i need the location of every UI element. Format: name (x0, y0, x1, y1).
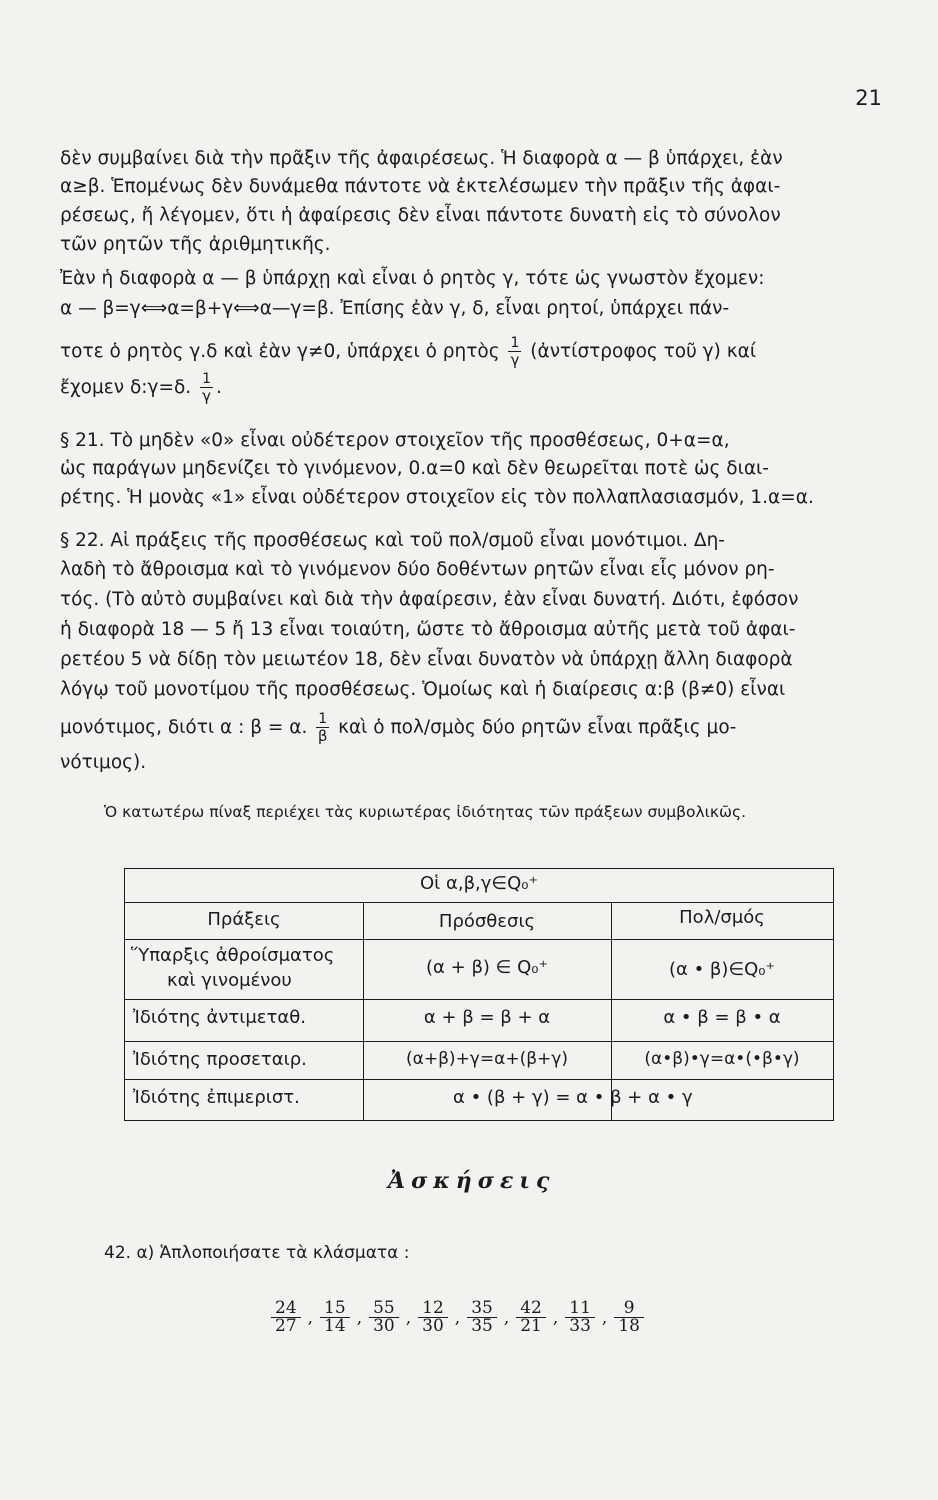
row-label: Ἰδιότης ἀντιμεταθ. (133, 1007, 306, 1028)
text-line: δὲν συμβαίνει διὰ τὴν πρᾶξιν τῆς ἀφαιρέσεως. Ἡ διαφορὰ α — β ὑπάρχει, ἐὰν (60, 148, 783, 169)
numerator: 1 (318, 711, 328, 727)
text-line (60, 336, 756, 368)
numerator: 1 (202, 371, 212, 387)
text-line: νότιμος). (60, 752, 147, 773)
cell-value: (α • β)∈Q₀⁺ (668, 959, 776, 980)
numerator: 11 (565, 1300, 595, 1318)
divider (125, 1041, 833, 1042)
row-label: Ἰδιότης προσεταιρ. (133, 1049, 307, 1070)
fraction-separator: , (552, 1307, 559, 1328)
text-line: τῶν ρητῶν τῆς ἀριθμητικῆς. (60, 234, 331, 255)
text-line: ἡ διαφορὰ 18 — 5 ἤ 13 εἶναι τοιαύτη, ὥστε τὸ ἄθροισμα αὐτῆς μετὰ τοῦ ἀφαι- (60, 619, 796, 640)
text-span: (ἀντίστροφος τοῦ γ) καί (530, 341, 757, 362)
column-header: Πράξεις (207, 909, 281, 930)
numerator: 55 (369, 1300, 399, 1318)
text-line: ἔχομεν δ:γ=δ. $\frac{1}{\gamma}$ . (60, 371, 222, 405)
numerator: 35 (467, 1300, 497, 1318)
text-line: ρετέου 5 νὰ δίδῃ τὸν μειωτέον 18, δὲν εἶναι δυνατὸν νὰ ὑπάρχῃ ἄλλη διαφορὰ (60, 649, 793, 670)
denominator: 27 (275, 1316, 297, 1336)
denominator: 14 (324, 1316, 346, 1336)
cell-value: α + β = β + α (423, 1007, 551, 1028)
row-label: Ἰδιότης ἐπιμεριστ. (133, 1087, 300, 1108)
text-line: § 21. Τὸ μηδὲν «0» εἶναι οὐδέτερον στοιχεῖον τῆς προσθέσεως, 0+α=α, (60, 430, 730, 451)
column-header: Πολ/σμός (679, 907, 765, 928)
numerator: 15 (320, 1300, 350, 1318)
fraction (614, 1300, 644, 1335)
text-line (60, 712, 736, 744)
fraction-one-over-gamma (508, 336, 521, 368)
fraction-separator: , (454, 1307, 461, 1328)
fraction (516, 1300, 546, 1335)
numerator: 1 (510, 335, 520, 351)
fraction (467, 1300, 497, 1335)
row-label: καὶ γινομένου (167, 970, 292, 991)
fraction-separator: , (601, 1307, 608, 1328)
fraction-separator: , (307, 1307, 314, 1328)
text-span: τοτε ὁ ρητὸς γ.δ καὶ ἐὰν γ≠0, ὑπάρχει ὁ ρητὸς (60, 341, 500, 362)
numerator: 9 (614, 1300, 644, 1318)
denominator: 30 (373, 1316, 395, 1336)
text-span: καὶ ὁ πολ/σμὸς δύο ρητῶν εἶναι πρᾶξις μο- (338, 717, 737, 738)
fraction-separator: , (503, 1307, 510, 1328)
text-line: λαδὴ τὸ ἄθροισμα καὶ τὸ γινόμενον δύο δοθέντων ρητῶν εἶναι εἷς μόνον ρη- (60, 559, 775, 580)
text-line: α≥β. Ἑπομένως δὲν δυνάμεθα πάντοτε νὰ ἐκτελέσωμεν τὴν πρᾶξιν τῆς ἀφαι- (60, 176, 781, 197)
fraction (271, 1300, 301, 1335)
cell-value: (α + β) ∈ Q₀⁺ (426, 957, 548, 978)
cell-value: α • β = β • α (663, 1007, 781, 1028)
table-caption: Ὁ κατωτέρω πίναξ περιέχει τὰς κυριωτέρας ἰδιότητας τῶν πράξεων συμβολικῶς. (104, 803, 747, 821)
text-line: λόγῳ τοῦ μονοτίμου τῆς προσθέσεως. Ὁμοίως καὶ ἡ διαίρεσις α:β (β≠0) εἶναι (60, 679, 786, 700)
denominator: 33 (569, 1316, 591, 1336)
fraction (369, 1300, 399, 1335)
text-span: μονότιμος, διότι α : β = α. (60, 717, 308, 738)
text-line: α — β=γ⟺α=β+γ⟺α—γ=β. Ἐπίσης ἐὰν γ, δ, εἶναι ρητοί, ὑπάρχει πάν- (60, 298, 730, 319)
cell-value: α • (β + γ) = α • β + α • γ (453, 1087, 693, 1108)
properties-table (124, 868, 834, 1121)
denominator: 18 (618, 1316, 640, 1336)
fraction-separator: , (356, 1307, 363, 1328)
numerator: 24 (271, 1300, 301, 1318)
denominator: 35 (471, 1316, 493, 1336)
denominator: 21 (520, 1316, 542, 1336)
text-span: ἔχομεν δ:γ=δ. (60, 377, 192, 398)
denominator: 30 (422, 1316, 444, 1336)
numerator: 12 (418, 1300, 448, 1318)
fraction (565, 1300, 595, 1335)
exercise-prompt: 42. α) Ἁπλοποιήσατε τὰ κλάσματα : (104, 1243, 410, 1263)
cell-value: (α•β)•γ=α•(•β•γ) (644, 1049, 800, 1069)
denominator: γ (510, 351, 520, 369)
text-line: ρέτης. Ἡ μονὰς «1» εἶναι οὐδέτερον στοιχεῖον εἰς τὸν πολλαπλασιασμόν, 1.α=α. (60, 487, 814, 508)
numerator: 42 (516, 1300, 546, 1318)
table-top-header: Οἱ α,β,γ∈Q₀⁺ (420, 873, 538, 894)
cell-value: (α+β)+γ=α+(β+γ) (406, 1049, 568, 1069)
fraction-one-over-gamma (200, 372, 213, 404)
fraction (418, 1300, 448, 1335)
row-label: Ὕπαρξις ἀθροίσματος (131, 945, 335, 966)
page-number: 21 (855, 86, 882, 110)
fraction (320, 1300, 350, 1335)
text-line: ὡς παράγων μηδενίζει τὸ γινόμενον, 0.α=0 καὶ δὲν θεωρεῖται ποτὲ ὡς διαι- (60, 458, 769, 479)
text-line: ρέσεως, ἤ λέγομεν, ὅτι ἡ ἀφαίρεσις δὲν εἶναι πάντοτε δυνατὴ εἰς τὸ σύνολον (60, 205, 781, 226)
text-line: Ἐὰν ἡ διαφορὰ α — β ὑπάρχῃ καὶ εἶναι ὁ ρητὸς γ, τότε ὡς γνωστὸν ἔχομεν: (60, 268, 765, 289)
divider (125, 999, 833, 1000)
fraction-list (268, 1300, 647, 1335)
denominator: β (317, 727, 328, 745)
text-line: § 22. Αἱ πράξεις τῆς προσθέσεως καὶ τοῦ πολ/σμοῦ εἶναι μονότιμοι. Δη- (60, 530, 725, 551)
fraction-separator: , (405, 1307, 412, 1328)
section-heading: Ἀσκήσεις (388, 1168, 556, 1194)
divider (125, 902, 833, 903)
column-header: Πρόσθεσις (438, 911, 536, 932)
fraction-one-over-beta (316, 712, 329, 744)
divider (125, 939, 833, 940)
text-line: τός. (Τὸ αὐτὸ συμβαίνει καὶ διὰ τὴν ἀφαίρεσιν, ἐὰν εἶναι δυνατή. Διότι, ἐφόσον (60, 589, 799, 610)
denominator: γ (202, 387, 211, 405)
